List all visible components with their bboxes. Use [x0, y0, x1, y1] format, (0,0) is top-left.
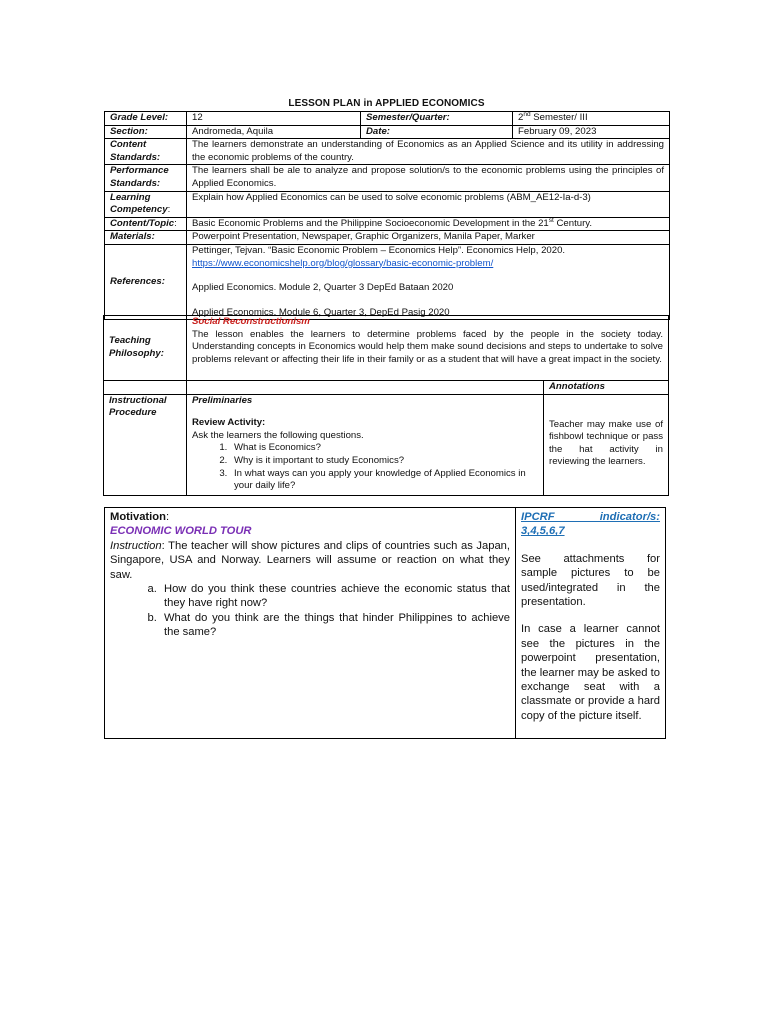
motivation-label: Motivation	[110, 511, 166, 523]
motivation-questions	[110, 582, 510, 640]
instruction-text: : The teacher will show pictures and clips of countries such as Japan, Singapore, USA and Norway. Learners will assume or reaction on what they saw.	[110, 539, 510, 581]
reference-1: Pettinger, Tejvan. “Basic Economic Problem – Economics Help”. Economics Help, 2020.	[192, 244, 566, 256]
activity-title: ECONOMIC WORLD TOUR	[110, 525, 252, 538]
review-questions	[192, 442, 538, 492]
topic-row	[105, 217, 670, 231]
lesson-info-table	[104, 111, 670, 320]
ipcrf-indicators: IPCRF indicator/s: 3,4,5,6,7	[521, 511, 660, 538]
philosophy-value	[187, 316, 669, 381]
competency-label-text: Learning Competency	[110, 191, 168, 216]
topic-label-text: Content/Topic	[110, 217, 175, 229]
performance-standards-value: The learners shall be ale to analyze and propose solution/s to the economic problems using the principles of Applied Economics.	[187, 165, 670, 191]
topic-text-end: Century.	[553, 217, 593, 229]
review-intro: Ask the learners the following questions.	[192, 429, 364, 441]
motivation-note-2: In case a learner cannot see the pictures in the powerpoint presentation, the learner may be asked to exchange seat with a classmate or provide a hard copy of the picture itself.	[521, 623, 660, 722]
performance-standards-row	[105, 165, 670, 191]
performance-standards-label: Performance Standards:	[105, 165, 187, 191]
reference-1-link[interactable]: https://www.economicshelp.org/blog/glossary/basic-economic-problem/	[192, 257, 494, 269]
procedure-label: Instructional Procedure	[104, 394, 187, 495]
review-question: 3. In what ways can you apply your knowledge of Applied Economics in your daily life?	[230, 468, 538, 493]
content-standards-value: The learners demonstrate an understanding of Economics as an Applied Science and its utility in addressing the economic problems of the country.	[187, 139, 670, 165]
materials-row	[105, 231, 670, 245]
review-question: 1. What is Economics?	[230, 442, 538, 455]
grade-row	[105, 112, 670, 126]
semester-label: Semester/Quarter:	[361, 112, 513, 126]
motivation-annotation	[516, 508, 666, 739]
procedure-content	[187, 394, 544, 495]
reference-3: Applied Economics. Module 6, Quarter 3, DepEd Pasig 2020	[192, 306, 450, 318]
semester-sup: nd	[523, 110, 531, 118]
review-activity-title: Review Activity:	[192, 417, 266, 429]
philosophy-text: The lesson enables the learners to determine problems faced by the people in the society today. Understanding concepts in Economics would help them make sound decisions and steps to undertake to solve problems relevant or affecting their life in their family or as a student that will have a great impact in the society.	[192, 328, 663, 365]
review-annotation	[544, 394, 669, 495]
grade-value: 12	[187, 112, 361, 126]
topic-label-colon: :	[174, 217, 177, 229]
topic-sup: st	[548, 216, 554, 224]
semester-num: 2	[518, 112, 524, 123]
motivation-question: b. What do you think are the things that hinder Philippines to achieve the same?	[160, 611, 510, 640]
motivation-question: a. How do you think these countries achieve the economic status that they have right now?	[160, 582, 510, 611]
document-title: LESSON PLAN in APPLIED ECONOMICS	[288, 98, 485, 109]
review-annotation-text: Teacher may make use of fishbowl technique or pass the hat activity in reviewing the learners.	[549, 418, 663, 468]
semester-rest: Semester/ III	[530, 112, 588, 123]
preliminaries-heading: Preliminaries	[192, 394, 253, 406]
section-label: Section:	[105, 125, 187, 139]
date-label: Date:	[361, 125, 513, 139]
philosophy-procedure-table	[103, 315, 669, 496]
content-standards-label: Content Standards:	[105, 139, 187, 165]
content-standards-row	[105, 139, 670, 165]
instruction-label: Instruction	[110, 539, 162, 552]
motivation-content	[105, 508, 516, 739]
semester-value	[513, 112, 670, 126]
date-value: February 09, 2023	[513, 125, 670, 139]
topic-value	[187, 217, 670, 231]
competency-label	[105, 191, 187, 217]
philosophy-row	[104, 316, 669, 381]
section-value: Andromeda, Aquila	[187, 125, 361, 139]
philosophy-label: Teaching Philosophy:	[104, 316, 187, 381]
motivation-table	[104, 507, 666, 739]
materials-label: Materials:	[105, 231, 187, 245]
topic-text: Basic Economic Problems and the Philippine Socioeconomic Development in the 21	[192, 217, 549, 229]
philosophy-heading: Social Reconstructionism	[192, 316, 310, 327]
competency-row	[105, 191, 670, 217]
procedure-row	[104, 394, 669, 495]
motivation-colon: :	[165, 511, 170, 523]
annotations-header: Annotations	[544, 381, 669, 395]
references-value	[187, 244, 670, 319]
motivation-row	[105, 508, 666, 739]
competency-label-colon: :	[167, 204, 171, 216]
review-question: 2. Why is it important to study Economics?	[230, 455, 538, 468]
reference-2: Applied Economics. Module 2, Quarter 3 DepEd Bataan 2020	[192, 282, 454, 294]
motivation-note-1: See attachments for sample pictures to be used/integrated in the presentation.	[521, 552, 660, 609]
references-label: References:	[105, 244, 187, 319]
grade-label: Grade Level:	[105, 112, 187, 126]
competency-value: Explain how Applied Economics can be used to solve economic problems (ABM_AE12-Ia-d-3)	[187, 191, 670, 217]
topic-label	[105, 217, 187, 231]
section-row	[105, 125, 670, 139]
annotations-header-row	[104, 381, 669, 395]
materials-value: Powerpoint Presentation, Newspaper, Graphic Organizers, Manila Paper, Marker	[187, 231, 670, 245]
references-row	[105, 244, 670, 319]
